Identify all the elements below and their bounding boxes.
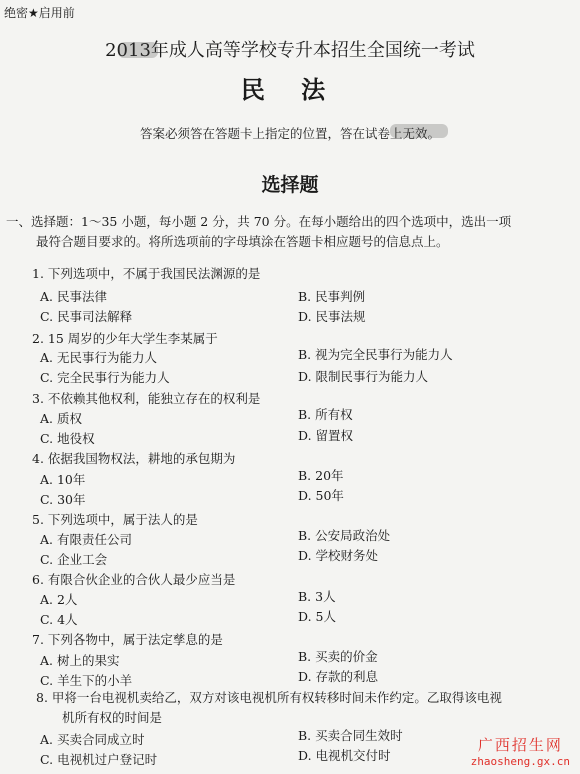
question-4-option-d: D. 50年	[298, 488, 344, 503]
question-2-option-a: A. 无民事行为能力人	[40, 350, 157, 365]
question-1-option-d: D. 民事法规	[298, 309, 366, 324]
question-3-stem: 3. 不依赖其他权利，能独立存在的权利是	[32, 391, 261, 406]
answer-notice: 答案必须答在答题卡上指定的位置，答在试卷上无效。	[139, 126, 440, 141]
question-8-stem-line-2: 机所有权的时间是	[62, 710, 163, 725]
question-4-option-b: B. 20年	[298, 468, 344, 483]
question-4-stem: 4. 依据我国物权法，耕地的承包期为	[32, 451, 236, 466]
question-4-option-c: C. 30年	[40, 492, 86, 507]
scan-smudge	[390, 124, 448, 138]
question-1-stem: 1. 下列选项中，不属于我国民法渊源的是	[32, 266, 261, 281]
question-6-option-c: C. 4人	[40, 612, 78, 627]
question-2-option-d: D. 限制民事行为能力人	[298, 369, 429, 384]
question-3-option-d: D. 留置权	[298, 428, 354, 443]
question-8-option-b: B. 买卖合同生效时	[298, 728, 403, 743]
question-7-stem: 7. 下列各物中，属于法定孳息的是	[32, 632, 223, 647]
watermark-line-1: 广西招生网	[477, 736, 563, 754]
question-1-option-c: C. 民事司法解释	[40, 309, 133, 324]
question-6-option-d: D. 5人	[298, 609, 336, 624]
question-5-stem: 5. 下列选项中，属于法人的是	[32, 512, 198, 527]
secret-mark: 绝密★启用前	[4, 6, 75, 20]
question-5-option-d: D. 学校财务处	[298, 548, 379, 563]
question-3-option-a: A. 质权	[40, 411, 82, 426]
instruction-line-2: 最符合题目要求的。将所选项前的字母填涂在答题卡相应题号的信息点上。	[36, 234, 449, 249]
question-2-stem: 2. 15 周岁的少年大学生李某属于	[32, 331, 218, 346]
question-6-option-b: B. 3人	[298, 589, 336, 604]
section-title: 选择题	[261, 174, 319, 196]
section-instruction	[6, 212, 566, 252]
question-6-option-a: A. 2人	[40, 592, 78, 607]
instruction-line-1: 一、选择题：1～35 小题，每小题 2 分，共 70 分。在每小题给出的四个选项中，选出一项	[6, 214, 512, 229]
question-7-option-a: A. 树上的果实	[40, 653, 120, 668]
question-6-stem: 6. 有限合伙企业的合伙人最少应当是	[32, 572, 236, 587]
exam-title: 2013年成人高等学校专升本招生全国统一考试	[105, 40, 475, 61]
question-8-option-d: D. 电视机交付时	[298, 748, 391, 763]
question-4-option-a: A. 10年	[40, 472, 86, 487]
scan-smudge	[118, 42, 158, 58]
question-3-option-c: C. 地役权	[40, 431, 95, 446]
question-8-option-c: C. 电视机过户登记时	[40, 752, 158, 767]
question-5-option-c: C. 企业工会	[40, 552, 108, 567]
question-2-option-c: C. 完全民事行为能力人	[40, 370, 170, 385]
question-7-option-b: B. 买卖的价金	[298, 649, 378, 664]
question-7-option-d: D. 存款的利息	[298, 669, 379, 684]
subject-title: 民 法	[240, 76, 340, 104]
site-watermark	[471, 734, 570, 768]
question-1-option-a: A. 民事法律	[40, 289, 107, 304]
watermark-line-2: zhaosheng.gx.cn	[470, 755, 570, 768]
question-8-option-a: A. 买卖合同成立时	[40, 732, 145, 747]
question-5-option-b: B. 公安局政治处	[298, 528, 391, 543]
question-3-option-b: B. 所有权	[298, 407, 353, 422]
question-8-stem-line-1: 8. 甲将一台电视机卖给乙，双方对该电视机所有权转移时间未作约定。乙取得该电视	[36, 690, 502, 705]
question-8-stem	[36, 688, 576, 728]
question-2-option-b: B. 视为完全民事行为能力人	[298, 347, 453, 362]
question-7-option-c: C. 羊生下的小羊	[40, 673, 133, 688]
question-5-option-a: A. 有限责任公司	[40, 532, 132, 547]
question-1-option-b: B. 民事判例	[298, 289, 366, 304]
